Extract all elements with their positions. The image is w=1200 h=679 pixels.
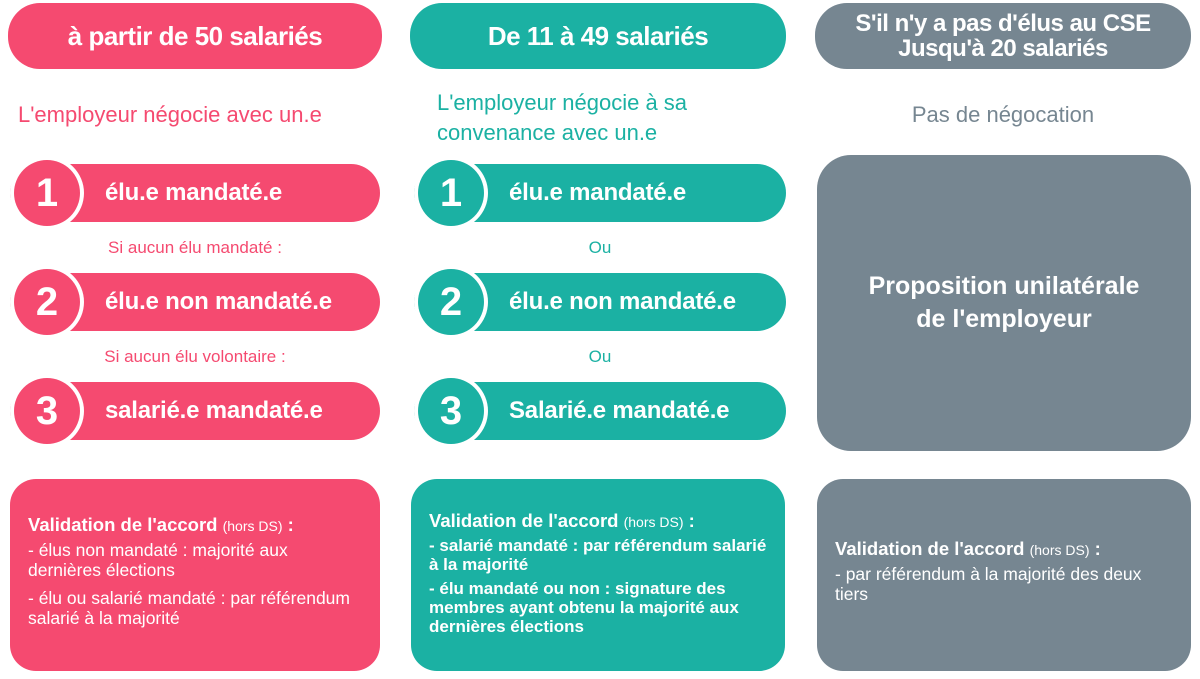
validation-title: [429, 510, 767, 532]
step-label: élu.e mandaté.e: [509, 179, 687, 206]
validation-item: - élu ou salarié mandaté : par référendum salarié à la majorité: [28, 588, 350, 628]
step-label: élu.e mandaté.e: [105, 179, 283, 206]
step-label: Salarié.e mandaté.e: [509, 397, 730, 424]
validation-item: - salarié mandaté : par référendum salarié à la majorité: [429, 535, 767, 574]
step-number: 3: [418, 378, 484, 444]
separator-text: Ou: [588, 238, 612, 257]
intro-text: L'employeur négocie à sa convenance avec un.e: [437, 90, 688, 145]
step-number-badge: [414, 265, 488, 339]
header-text-line1: S'il n'y a pas d'élus au CSE: [855, 10, 1151, 37]
validation-title-text: Validation de l'accord: [28, 514, 218, 535]
separator-text: Si aucun élu volontaire :: [104, 347, 286, 366]
validation-note: (hors DS): [222, 518, 283, 534]
validation-title: [28, 514, 362, 536]
validation-item: - élu mandaté ou non : signature des membres ayant obtenu la majorité aux dernières élections: [429, 578, 739, 636]
header-text-line2: Jusqu'à 20 salariés: [898, 35, 1108, 62]
validation-title: [835, 538, 1173, 560]
step-number-badge: [10, 265, 84, 339]
step-number: 2: [418, 269, 484, 335]
proposition-box: [817, 155, 1191, 451]
validation-box: [817, 479, 1191, 671]
step-number-badge: [10, 374, 84, 448]
step-number: 3: [14, 378, 80, 444]
validation-colon: :: [1089, 538, 1101, 559]
validation-colon: :: [282, 514, 294, 535]
intro-text: L'employeur négocie avec un.e: [18, 102, 322, 127]
separator-text: Ou: [588, 347, 612, 366]
validation-colon: :: [683, 509, 695, 531]
proposition-text: Proposition unilatérale de l'employeur: [868, 272, 1140, 333]
header-text: De 11 à 49 salariés: [487, 20, 709, 51]
validation-title-text: Validation de l'accord: [835, 538, 1025, 559]
validation-item: - par référendum à la majorité des deux tiers: [835, 564, 1142, 604]
step-number: 2: [14, 269, 80, 335]
validation-note: (hors DS): [1029, 542, 1090, 558]
step-number-badge: [10, 156, 84, 230]
intro-text: Pas de négocation: [911, 102, 1095, 127]
step-label: salarié.e mandaté.e: [105, 397, 323, 424]
step-number-badge: [414, 374, 488, 448]
header-50-plus: [8, 3, 382, 69]
step-number: 1: [418, 160, 484, 226]
validation-box: [10, 479, 380, 671]
validation-title-text: Validation de l'accord: [429, 509, 619, 531]
validation-item: - élus non mandaté : majorité aux dernières élections: [28, 540, 288, 580]
step-label: élu.e non mandaté.e: [105, 288, 332, 315]
header-11-49: [410, 3, 786, 69]
header-text: à partir de 50 salariés: [67, 20, 323, 51]
header-no-cse: [815, 3, 1191, 69]
validation-note: (hors DS): [623, 513, 684, 530]
separator-text: Si aucun élu mandaté :: [108, 238, 282, 257]
step-number-badge: [414, 156, 488, 230]
step-number: 1: [14, 160, 80, 226]
validation-box: [411, 479, 785, 671]
step-label: élu.e non mandaté.e: [509, 288, 736, 315]
